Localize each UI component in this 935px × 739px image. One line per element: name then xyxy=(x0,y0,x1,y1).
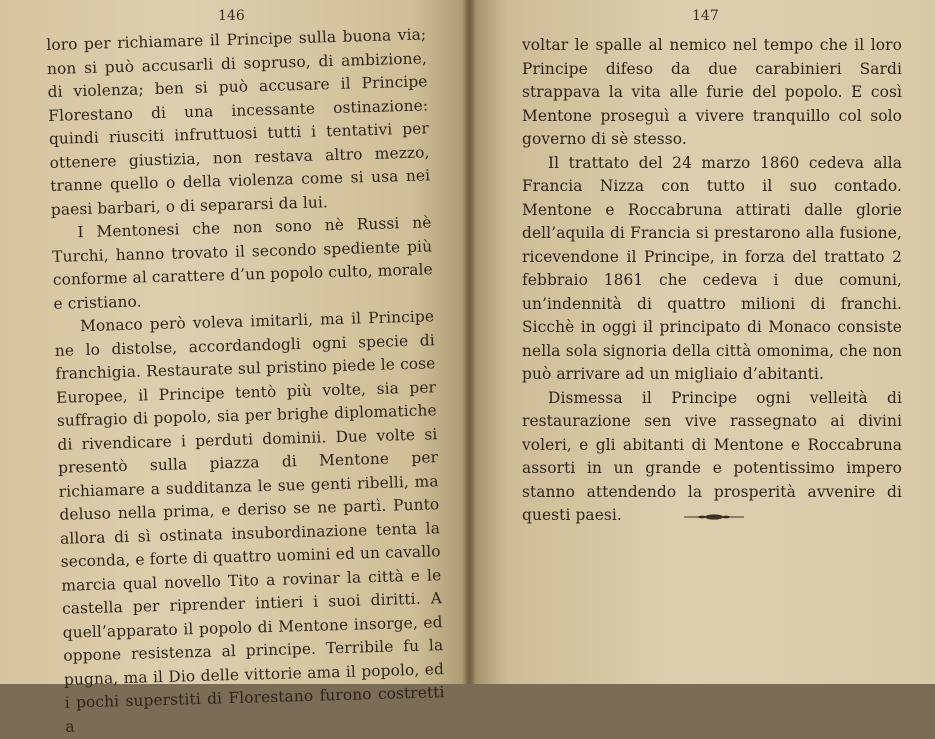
right-page xyxy=(470,0,935,684)
book-gutter xyxy=(462,0,476,684)
page-number: 147 xyxy=(692,8,719,24)
tailpiece-ornament-icon xyxy=(682,512,746,522)
paragraph: Il trattato del 24 marzo 1860 cedeva alla Francia Nizza con tutto il suo contado. Mentone e Roccabruna attirati dalle glorie dell’aquila di Francia si prestarono alla fusione, ricevendone il Principe, in forza del trattato 2 febbraio 1861 che cedeva i due comuni, un’indennità di quattro milioni di franchi. Sicchè in oggi il principato di Monaco consiste nella sola signoria della città omonima, che non può arrivare ad un migliaio d’abitanti. xyxy=(522,153,902,383)
paragraph: Dismessa il Principe ogni velleità di restaurazione sen vive rassegnato ai divini voleri, e gli abitanti di Mentone e Roccabruna assorti in un grande e potentissimo impero stanno attendendo la prosperità avvenire di questi paesi. xyxy=(522,388,902,524)
page-text xyxy=(522,34,902,528)
page-text xyxy=(46,23,446,738)
paragraph: I Mentonesi che non sono nè Russi nè Turchi, hanno trovato il secondo spediente più conforme al carattere d’un popolo culto, morale e cristiano. xyxy=(51,213,433,313)
paragraph: loro per richiamare il Principe sulla buona via; non si può accusarli di sopruso, di ambizione, di violenza; ben si può accusare il Principe Florestano di una incessante ostinazione: quindi riusciti infruttuosi tutti i tentativi per ottenere giustizia, non restava altro mezzo, tranne quello o della violenza come si usa nei paesi barbari, o di separarsi da lui. xyxy=(46,25,431,219)
paragraph: voltar le spalle al nemico nel tempo che il loro Principe difeso da due carabinieri Sardi strappava la vita alle furie del popolo. E così Mentone proseguì a vivere tranquillo col solo governo di sè stesso. xyxy=(522,36,902,148)
paragraph: Monaco però voleva imitarli, ma il Principe ne lo distolse, accordandogli ogni specie di franchigia. Restaurate sul pristino piede le cose Europee, il Principe tentò più volte, sia per suffragio di popolo, sia per brighe diplomatiche di rivendicare i perduti dominii. Due volte si presentò sulla piazza di Mentone per richiamare a sudditanza le sue genti ribelli, ma deluso nella prima, e deriso se ne partì. Punto allora di sì ostinata insubordinazione tenta la seconda, e forte di quattro uomini ed un cavallo marcia qual novello Tito a rovinar la città e le castella per riprender intieri i suoi diritti. A quell’apparato il popolo di Mentone insorge, ed oppone resistenza al principe. Terribile fu la pugna, ma il Dio delle vittorie ama il popolo, ed i pochi superstiti di Florestano furono costretti a xyxy=(54,307,445,736)
page-number: 146 xyxy=(218,8,245,24)
